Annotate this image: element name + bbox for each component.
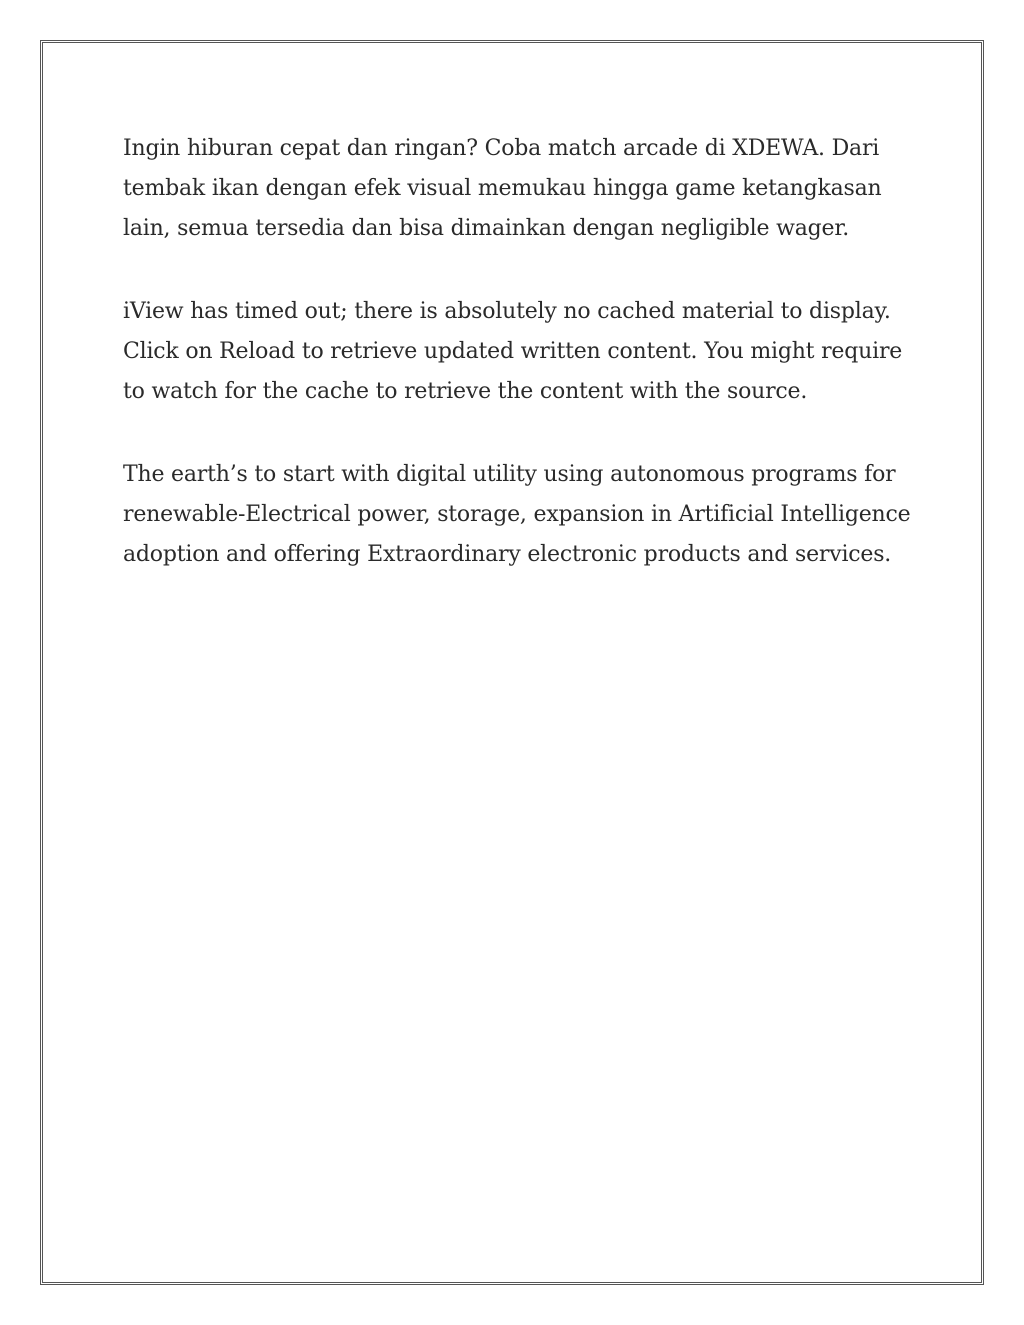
paragraph-2: iView has timed out; there is absolutely no cached material to display. Click on Reload to retrieve updated written content. You might require to watch for the cache to retrieve the content with the source.	[123, 299, 903, 404]
paragraph-1: Ingin hiburan cepat dan ringan? Coba match arcade di XDEWA. Dari tembak ikan dengan efek visual memukau hingga game ketangkasan lain, semua tersedia dan bisa dimainkan dengan negligible wager.	[123, 136, 882, 241]
paragraph-3: The earth’s to start with digital utility using autonomous programs for renewable-Electrical power, storage, expansion in Artificial Intelligence adoption and offering Extraordinary electronic products and services.	[123, 462, 911, 567]
document-body	[123, 129, 923, 618]
page-frame	[40, 40, 984, 1285]
